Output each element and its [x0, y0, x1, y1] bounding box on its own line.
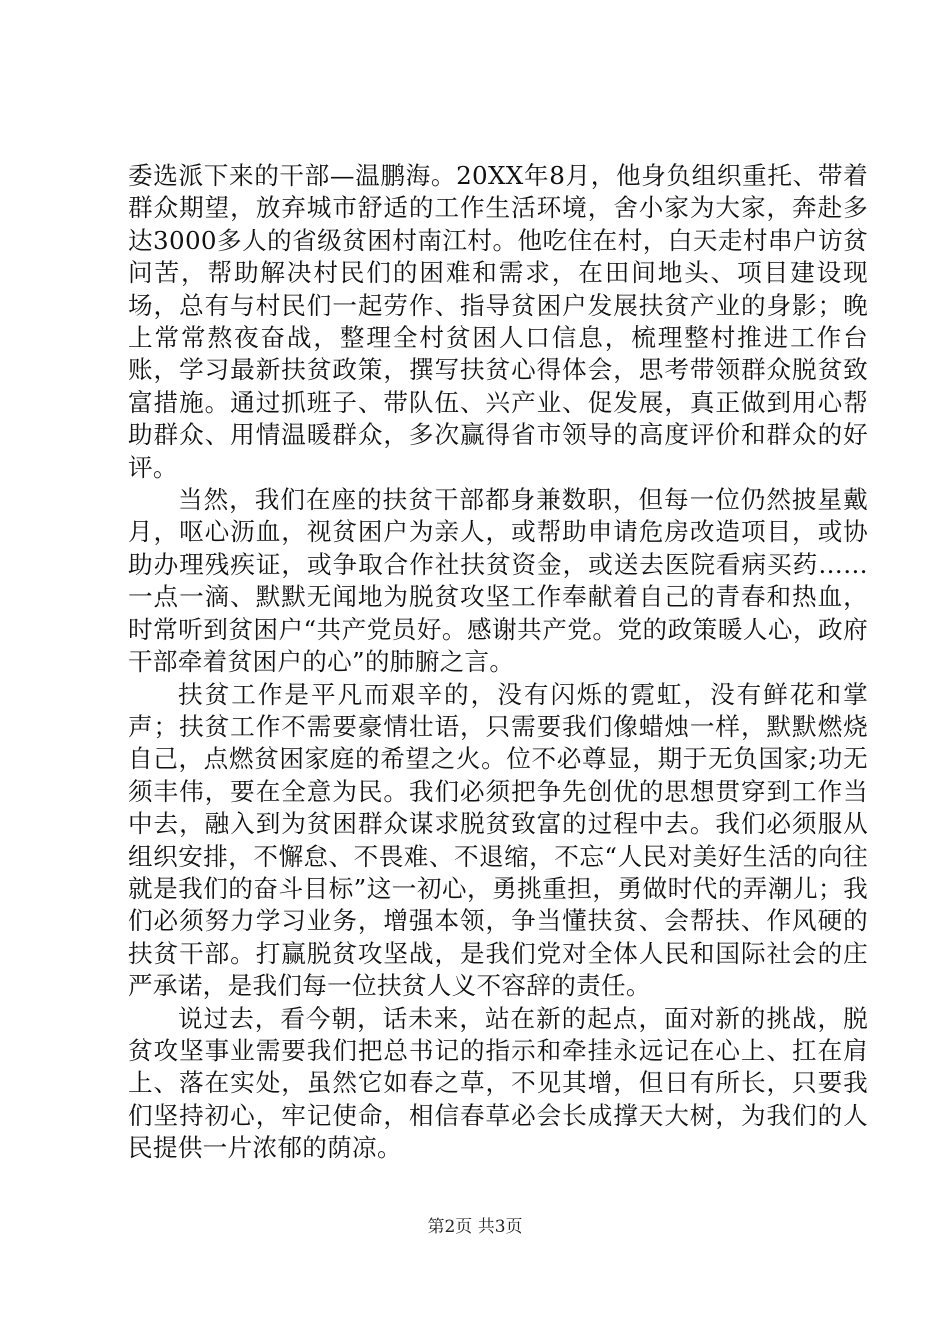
- document-body: [128, 160, 868, 1165]
- page-footer: [0, 1216, 950, 1238]
- page-number: 第2页 共3页: [427, 1217, 523, 1237]
- paragraph-continuation: 委选派下来的干部—温鹏海。20XX年8月，他身负组织重托、带着群众期望，放弃城市舒适的工作生活环境，舍小家为大家，奔赴多达3000多人的省级贫困村南江村。他吃住在村，白天走村串户访贫问苦，帮助解决村民们的困难和需求，在田间地头、项目建设现场，总有与村民们一起劳作、指导贫困户发展扶贫产业的身影；晚上常常熬夜奋战，整理全村贫困人口信息，梳理整村推进工作台账，学习最新扶贫政策，撰写扶贫心得体会，思考带领群众脱贫致富措施。通过抓班子、带队伍、兴产业、促发展，真正做到用心帮助群众、用情温暖群众，多次赢得省市领导的高度评价和群众的好评。: [128, 161, 868, 482]
- paragraph-conclusion: 说过去，看今朝，话未来，站在新的起点，面对新的挑战，脱贫攻坚事业需要我们把总书记的指示和牵挂永远记在心上、扛在肩上、落在实处，虽然它如春之草，不见其增，但日有所长，只要我们坚持初心，牢记使命，相信春草必会长成撑天大树，为我们的人民提供一片浓郁的荫凉。: [128, 1003, 868, 1163]
- paragraph-poverty-work: 扶贫工作是平凡而艰辛的，没有闪烁的霓虹，没有鲜花和掌声；扶贫工作不需要豪情壮语，只需要我们像蜡烛一样，默默燃烧自己，点燃贫困家庭的希望之火。位不必尊显，期于无负国家;功无须丰伟，要在全意为民。我们必须把争先创优的思想贯穿到工作当中去，融入到为贫困群众谋求脱贫致富的过程中去。我们必须服从组织安排，不懈怠、不畏难、不退缩，不忘“人民对美好生活的向往就是我们的奋斗目标”这一初心，勇挑重担，勇做时代的弄潮儿；我们必须努力学习业务，增强本领，争当懂扶贫、会帮扶、作风硬的扶贫干部。打赢脱贫攻坚战，是我们党对全体人民和国际社会的庄严承诺，是我们每一位扶贫人义不容辞的责任。: [128, 679, 868, 1001]
- paragraph-poverty-cadres: 当然，我们在座的扶贫干部都身兼数职，但每一位仍然披星戴月，呕心沥血，视贫困户为亲人，或帮助申请危房改造项目，或协助办理残疾证，或争取合作社扶贫资金，或送去医院看病买药……一点一滴、默默无闻地为脱贫攻坚工作奉献着自己的青春和热血，时常听到贫困户“共产党员好。感谢共产党。党的政策暖人心，政府干部牵着贫困户的心”的肺腑之言。: [128, 485, 868, 677]
